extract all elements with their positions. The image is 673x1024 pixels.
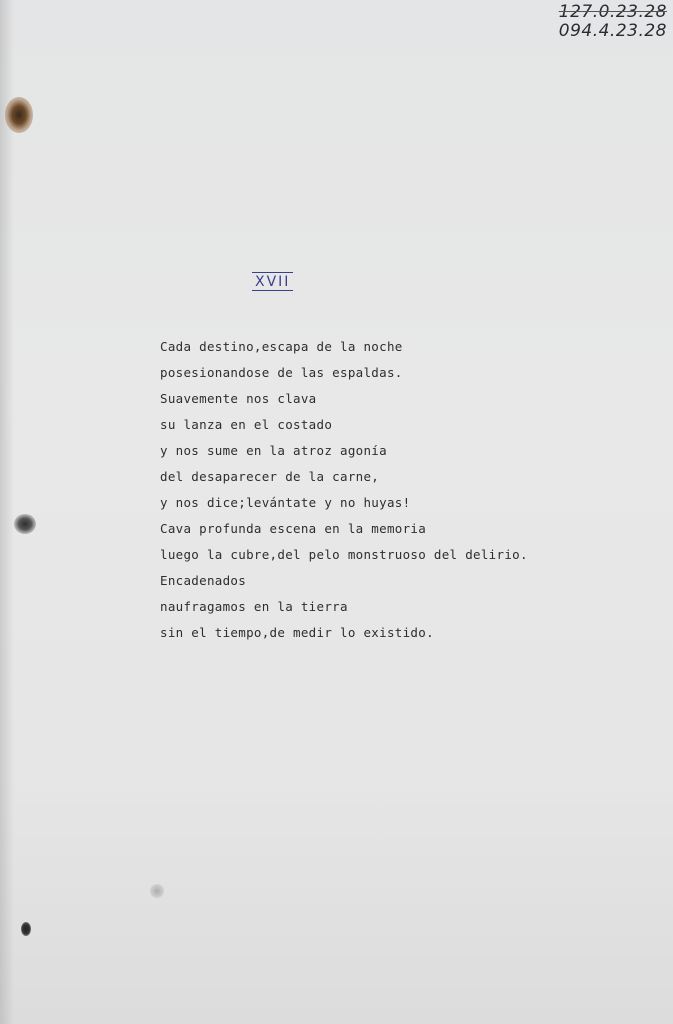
punch-hole-top — [5, 97, 33, 133]
poem-line: del desaparecer de la carne, — [160, 469, 380, 484]
poem-line: Encadenados — [160, 573, 247, 588]
archive-reference-crossed: 127.0.23.28 — [558, 2, 667, 22]
poem-line: y nos sume en la atroz agonía — [160, 443, 387, 458]
poem-line: Cava profunda escena en la memoria — [160, 521, 427, 536]
poem-line: luego la cubre,del pelo monstruoso del delirio. — [160, 547, 528, 562]
page-edge-shadow — [0, 0, 14, 1024]
poem-line: naufragamos en la tierra — [160, 599, 348, 614]
archive-reference-current: 094.4.23.28 — [558, 21, 667, 41]
poem-line: posesionandose de las espaldas. — [160, 365, 403, 380]
poem-line: su lanza en el costado — [160, 417, 333, 432]
section-number: XVII — [252, 272, 293, 291]
punch-hole-middle — [14, 514, 36, 534]
poem-text — [160, 338, 528, 650]
poem-line: Suavemente nos clava — [160, 391, 317, 406]
poem-line: y nos dice;levántate y no huyas! — [160, 495, 411, 510]
smudge-mark — [150, 884, 164, 898]
archive-reference — [559, 3, 667, 41]
poem-line: sin el tiempo,de medir lo existido. — [160, 625, 434, 640]
ink-spot — [21, 922, 31, 936]
poem-line: Cada destino,escapa de la noche — [160, 339, 403, 354]
